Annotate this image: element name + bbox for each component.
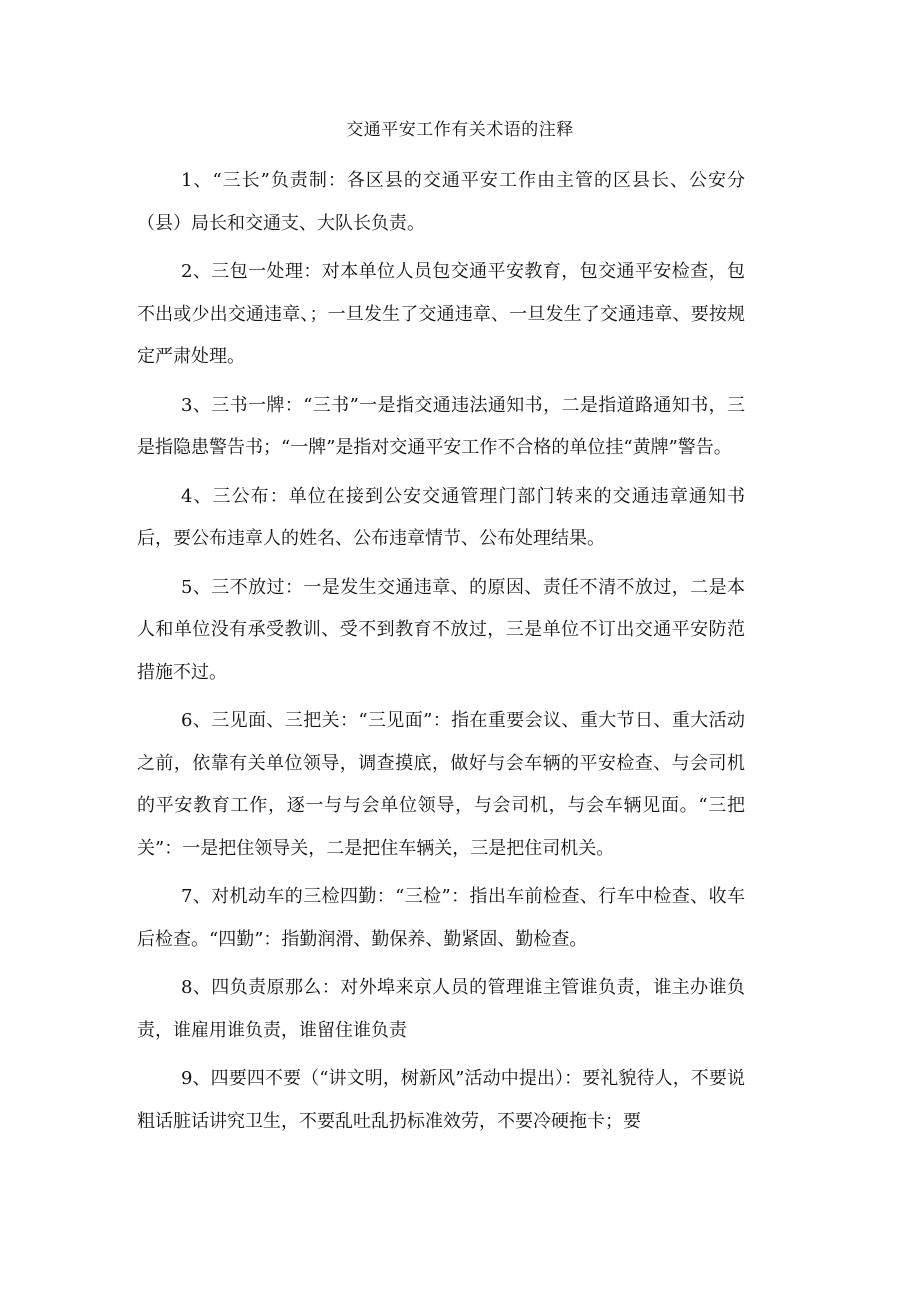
- paragraph-2: 2、三包一处理：对本单位人员包交通平安教育，包交通平安检查，包不出或少出交通违章、；一旦发生了交通违章、一旦发生了交通违章、要按规定严肃处理。: [137, 261, 745, 367]
- paragraph-8: 8、四负责原那么：对外埠来京人员的管理谁主管谁负责，谁主办谁负责，谁雇用谁负责，谁留住谁负责: [137, 977, 745, 1041]
- page-title: 交通平安工作有关术语的注释: [346, 120, 574, 140]
- paragraph-1: 1、“三长”负责制：各区县的交通平安工作由主管的区县长、公安分（县）局长和交通支、大队长负责。: [137, 170, 745, 234]
- paragraph-4: 4、三公布：单位在接到公安交通管理门部门转来的交通违章通知书后，要公布违章人的姓名、公布违章情节、公布处理结果。: [137, 485, 745, 549]
- paragraph-5: 5、三不放过：一是发生交通违章、的原因、责任不清不放过，二是本人和单位没有承受教训、受不到教育不放过，三是单位不订出交通平安防范措施不过。: [137, 576, 745, 683]
- document-body: [137, 160, 745, 1149]
- paragraph-7: 7、对机动车的三检四勤：“三检”：指出车前检查、行车中检查、收车后检查。“四勤”：指勤润滑、勤保养、勤紧固、勤检查。: [137, 886, 745, 950]
- paragraph-9: 9、四要四不要（“讲文明，树新风”活动中提出）：要礼貌待人，不要说粗话脏话讲究卫生，不要乱吐乱扔标准效劳，不要冷硬拖卡；要: [137, 1068, 745, 1132]
- paragraph-6: 6、三见面、三把关：“三见面”：指在重要会议、重大节日、重大活动之前，依靠有关单位领导，调查摸底，做好与会车辆的平安检查、与会司机的平安教育工作，逐一与与会单位领导，与会司机，与会车辆见面。“三把关”：一是把住领导关，二是把住车辆关，三是把住司机关。: [137, 710, 745, 859]
- paragraph-3: 3、三书一牌：“三书”一是指交通违法通知书，二是指道路通知书，三是指隐患警告书；“一牌”是指对交通平安工作不合格的单位挂“黄牌”警告。: [137, 394, 745, 458]
